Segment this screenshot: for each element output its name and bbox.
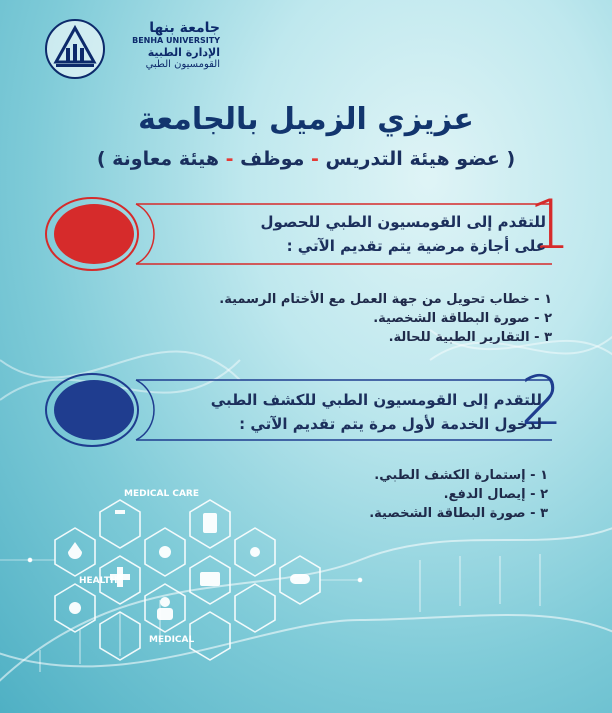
university-emblem-icon (44, 18, 106, 80)
section2-item-3: ٣ - صورة البطاقة الشخصية. (369, 506, 548, 521)
university-name-en: BENHA UNIVERSITY (132, 36, 220, 45)
health-label: HEALTH (79, 576, 118, 586)
section1-heading-line2: على أجازة مرضية يتم تقديم الآتي : (286, 237, 546, 255)
section2-blue-dot-icon (54, 380, 134, 440)
subtitle-separator-2: - (225, 148, 234, 170)
section1-number: 1 (528, 186, 572, 265)
section1-items (132, 290, 552, 347)
section2-number: 2 (520, 362, 564, 441)
subtitle-part-3: هيئة معاونة ) (96, 148, 220, 170)
section1-item-2: ٢ - صورة البطاقة الشخصية. (373, 311, 552, 326)
section2-item-2: ٢ - إيصال الدفع. (443, 487, 548, 502)
section2-items (248, 466, 548, 523)
commission-name: القومسيون الطبي (145, 59, 220, 70)
section1-item-1: ١ - خطاب تحويل من جهة العمل مع الأختام الرسمية. (219, 292, 552, 307)
subtitle-part-1: ( عضو هيئة التدريس (325, 148, 516, 170)
section2-heading-line2: لدخول الخدمة لأول مرة يتم تقديم الآتي : (239, 415, 542, 433)
medical-care-label: MEDICAL CARE (124, 489, 200, 499)
section1-heading (186, 210, 546, 258)
section2-heading (162, 388, 542, 436)
university-logo (44, 18, 220, 82)
page-title: عزيزي الزميل بالجامعة (138, 102, 474, 137)
section2-item-1: ١ - إستمارة الكشف الطبي. (374, 468, 548, 483)
university-name-ar: جامعة بنها (149, 20, 220, 36)
logo-text-block (108, 20, 220, 71)
section1-item-3: ٣ - التقارير الطبية للحالة. (388, 330, 552, 345)
department-name: الإدارة الطبية (147, 46, 220, 59)
page-subtitle (0, 148, 612, 170)
section1-heading-line1: للتقدم إلى القومسيون الطبي للحصول (260, 213, 546, 231)
medical-label: MEDICAL (149, 635, 195, 645)
subtitle-separator-1: - (311, 148, 319, 170)
subtitle-part-2: موظف (240, 148, 305, 170)
section1-red-dot-icon (54, 204, 134, 264)
section2-heading-line1: للتقدم إلى القومسيون الطبي للكشف الطبي (210, 391, 542, 409)
